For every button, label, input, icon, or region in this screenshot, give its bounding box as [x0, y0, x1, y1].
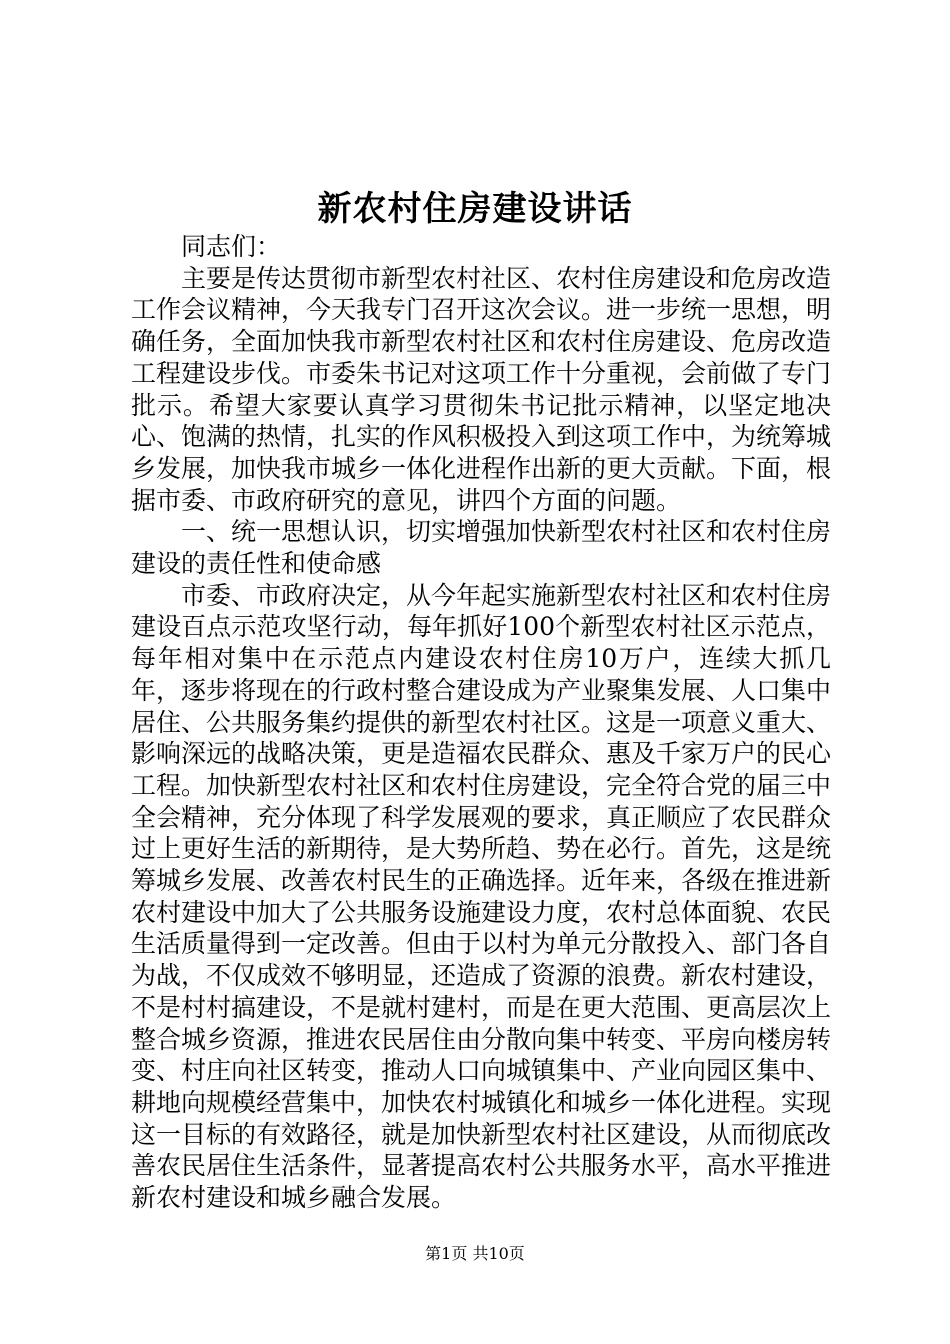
page-number-footer: 第1页 共10页 [425, 1244, 525, 1263]
document-body [131, 231, 831, 1214]
salutation: 同志们： [181, 232, 282, 261]
section-heading: 一、统一思想认识，切实增强加快新型农村社区和农村住房建设的责任性和使命感 [131, 517, 832, 579]
body-paragraph: 主要是传达贯彻市新型农村社区、农村住房建设和危房改造工作会议精神，今天我专门召开这次会议。进一步统一思想，明确任务，全面加快我市新型农村社区和农村住房建设、危房改造工程建设步伐。市委朱书记对这项工作十分重视，会前做了专门批示。希望大家要认真学习贯彻朱书记批示精神，以坚定地决心、饱满的热情，扎实的作风积极投入到这项工作中，为统筹城乡发展，加快我市城乡一体化进程作出新的更大贡献。下面，根据市委、市政府研究的意见，讲四个方面的问题。 [131, 263, 832, 515]
body-paragraph: 市委、市政府决定，从今年起实施新型农村社区和农村住房建设百点示范攻坚行动，每年抓好100个新型农村社区示范点，每年相对集中在示范点内建设农村住房10万户，连续大抓几年，逐步将现在的行政村整合建设成为产业聚集发展、人口集中居住、公共服务集约提供的新型农村社区。这是一项意义重大、影响深远的战略决策，更是造福农民群众、惠及千家万户的民心工程。加快新型农村社区和农村住房建设，完全符合党的届三中全会精神，充分体现了科学发展观的要求，真正顺应了农民群众过上更好生活的新期待，是大势所趋、势在必行。首先，这是统筹城乡发展、改善农村民生的正确选择。近年来，各级在推进新农村建设中加大了公共服务设施建设力度，农村总体面貌、农民生活质量得到一定改善。但由于以村为单元分散投入、部门各自为战，不仅成效不够明显，还造成了资源的浪费。新农村建设，不是村村搞建设，不是就村建村，而是在更大范围、更高层次上整合城乡资源，推进农民居住由分散向集中转变、平房向楼房转变、村庄向社区转变，推动人口向城镇集中、产业向园区集中、耕地向规模经营集中，加快农村城镇化和城乡一体化进程。实现这一目标的有效路径，就是加快新型农村社区建设，从而彻底改善农民居住生活条件，显著提高农村公共服务水平，高水平推进新农村建设和城乡融合发展。 [131, 580, 832, 1213]
document-title: 新农村住房建设讲话 [317, 189, 633, 229]
